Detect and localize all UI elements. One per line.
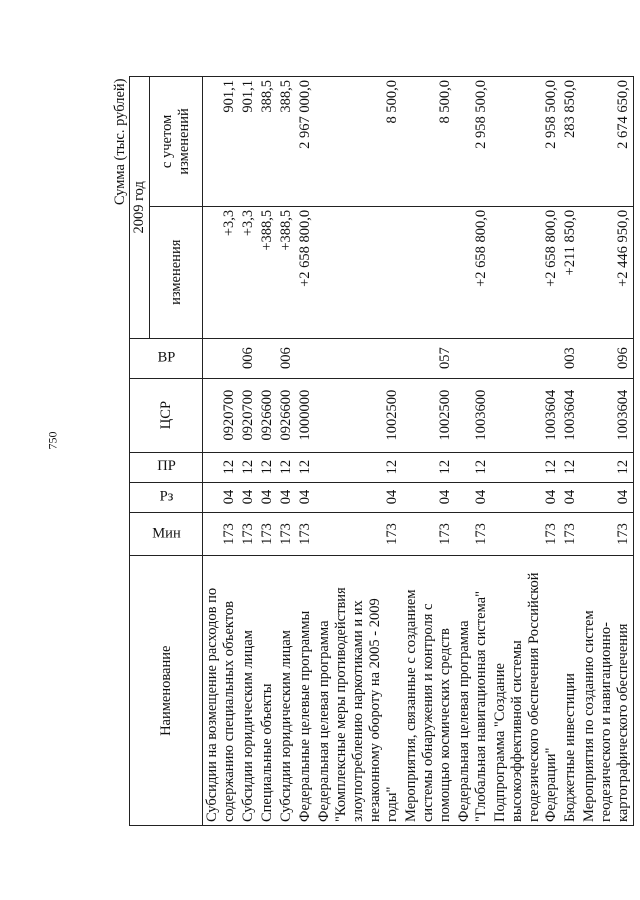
cell-rz: 04 [402,482,455,512]
cell-csr: 1003604 [580,378,634,452]
cell-vr [203,338,240,378]
cell-vr: 006 [277,338,296,378]
cell-change [315,206,402,338]
cell-pr: 12 [402,452,455,482]
cell-total: 283 850,0 [561,77,580,207]
cell-vr: 006 [239,338,258,378]
cell-pr: 12 [239,452,258,482]
cell-change [402,206,455,338]
cell-min: 173 [277,512,296,556]
cell-total: 8 500,0 [315,77,402,207]
cell-change: +388,5 [258,206,277,338]
cell-pr: 12 [455,452,491,482]
cell-csr: 0920700 [239,378,258,452]
table-row [296,77,315,826]
cell-vr [296,338,315,378]
cell-min: 173 [258,512,277,556]
col-csr-header: ЦСР [130,378,203,452]
cell-rz: 04 [491,482,561,512]
cell-vr [455,338,491,378]
cell-total: 2 958 500,0 [491,77,561,207]
cell-name: Специальные объекты [258,556,277,826]
cell-name: Мероприятия по созданию систем геодезического и навигационно-картографического обеспечения [580,556,634,826]
cell-total: 388,5 [258,77,277,207]
cell-change: +3,3 [239,206,258,338]
col-name-header: Наименование [130,556,203,826]
cell-name: Субсидии юридическим лицам [239,556,258,826]
cell-total: 2 674 650,0 [580,77,634,207]
cell-csr: 0926600 [277,378,296,452]
cell-vr: 003 [561,338,580,378]
cell-csr: 1003604 [491,378,561,452]
cell-rz: 04 [580,482,634,512]
cell-pr: 12 [561,452,580,482]
cell-change: +388,5 [277,206,296,338]
cell-name: Субсидии на возмещение расходов по содержанию специальных объектов [203,556,240,826]
cell-name: Подпрограмма "Создание высокоэффективной системы геодезического обеспечения Российской Федерации" [491,556,561,826]
cell-rz: 04 [315,482,402,512]
cell-name: Бюджетные инвестиции [561,556,580,826]
rotated-page [112,76,640,826]
cell-min: 173 [203,512,240,556]
cell-pr: 12 [258,452,277,482]
table-row [402,77,455,826]
cell-pr: 12 [315,452,402,482]
budget-table [112,76,634,826]
cell-min: 173 [296,512,315,556]
cell-name: Мероприятия, связанные с созданием системы обнаружения и контроля с помощью космических средств [402,556,455,826]
cell-vr: 096 [580,338,634,378]
cell-rz: 04 [203,482,240,512]
cell-pr: 12 [296,452,315,482]
cell-total: 388,5 [277,77,296,207]
cell-rz: 04 [277,482,296,512]
cell-pr: 12 [491,452,561,482]
table-row [455,77,491,826]
cell-total: 2 967 000,0 [296,77,315,207]
cell-csr: 1002500 [315,378,402,452]
cell-csr: 1003600 [455,378,491,452]
cell-csr: 1002500 [402,378,455,452]
cell-total: 2 958 500,0 [455,77,491,207]
cell-change: +2 658 800,0 [296,206,315,338]
cell-csr: 1000000 [296,378,315,452]
table-row [239,77,258,826]
cell-min: 173 [455,512,491,556]
table-row [561,77,580,826]
table-row [315,77,402,826]
cell-total: 901,1 [239,77,258,207]
cell-rz: 04 [455,482,491,512]
cell-vr [258,338,277,378]
year-header: 2009 год [130,77,150,339]
cell-rz: 04 [258,482,277,512]
col-pr-header: ПР [130,452,203,482]
col-rz-header: Рз [130,482,203,512]
table-row [580,77,634,826]
cell-csr: 0920700 [203,378,240,452]
table-row [277,77,296,826]
table-row [491,77,561,826]
cell-csr: 0926600 [258,378,277,452]
cell-name: Субсидии юридическим лицам [277,556,296,826]
cell-change: +2 658 800,0 [491,206,561,338]
cell-vr [491,338,561,378]
col-vr-header: ВР [130,338,203,378]
table-row [258,77,277,826]
cell-change: +2 658 800,0 [455,206,491,338]
cell-min: 173 [580,512,634,556]
cell-min: 173 [491,512,561,556]
cell-rz: 04 [561,482,580,512]
changes-header: изменения [150,206,203,338]
cell-min: 173 [402,512,455,556]
page-number: 750 [45,431,60,450]
table-row [203,77,240,826]
cell-pr: 12 [580,452,634,482]
cell-name: Федеральная целевая программа "Глобальная навигационная система" [455,556,491,826]
cell-rz: 04 [239,482,258,512]
cell-change: +211 850,0 [561,206,580,338]
cell-total: 901,1 [203,77,240,207]
cell-min: 173 [561,512,580,556]
cell-pr: 12 [277,452,296,482]
cell-change: +2 446 950,0 [580,206,634,338]
cell-csr: 1003604 [561,378,580,452]
cell-vr [315,338,402,378]
cell-vr: 057 [402,338,455,378]
cell-name: Федеральная целевая программа "Комплексные меры противодействия злоупотреблению наркотиками и их незаконному обороту на 2005 - 2009 годы" [315,556,402,826]
col-min-header: Мин [130,512,203,556]
cell-total: 8 500,0 [402,77,455,207]
cell-name: Федеральные целевые программы [296,556,315,826]
cell-rz: 04 [296,482,315,512]
cell-pr: 12 [203,452,240,482]
cell-change: +3,3 [203,206,240,338]
sum-caption: Сумма (тыс. рублей) [112,78,128,206]
cell-min: 173 [239,512,258,556]
with-changes-header: с учетом изменений [150,77,203,207]
cell-min: 173 [315,512,402,556]
